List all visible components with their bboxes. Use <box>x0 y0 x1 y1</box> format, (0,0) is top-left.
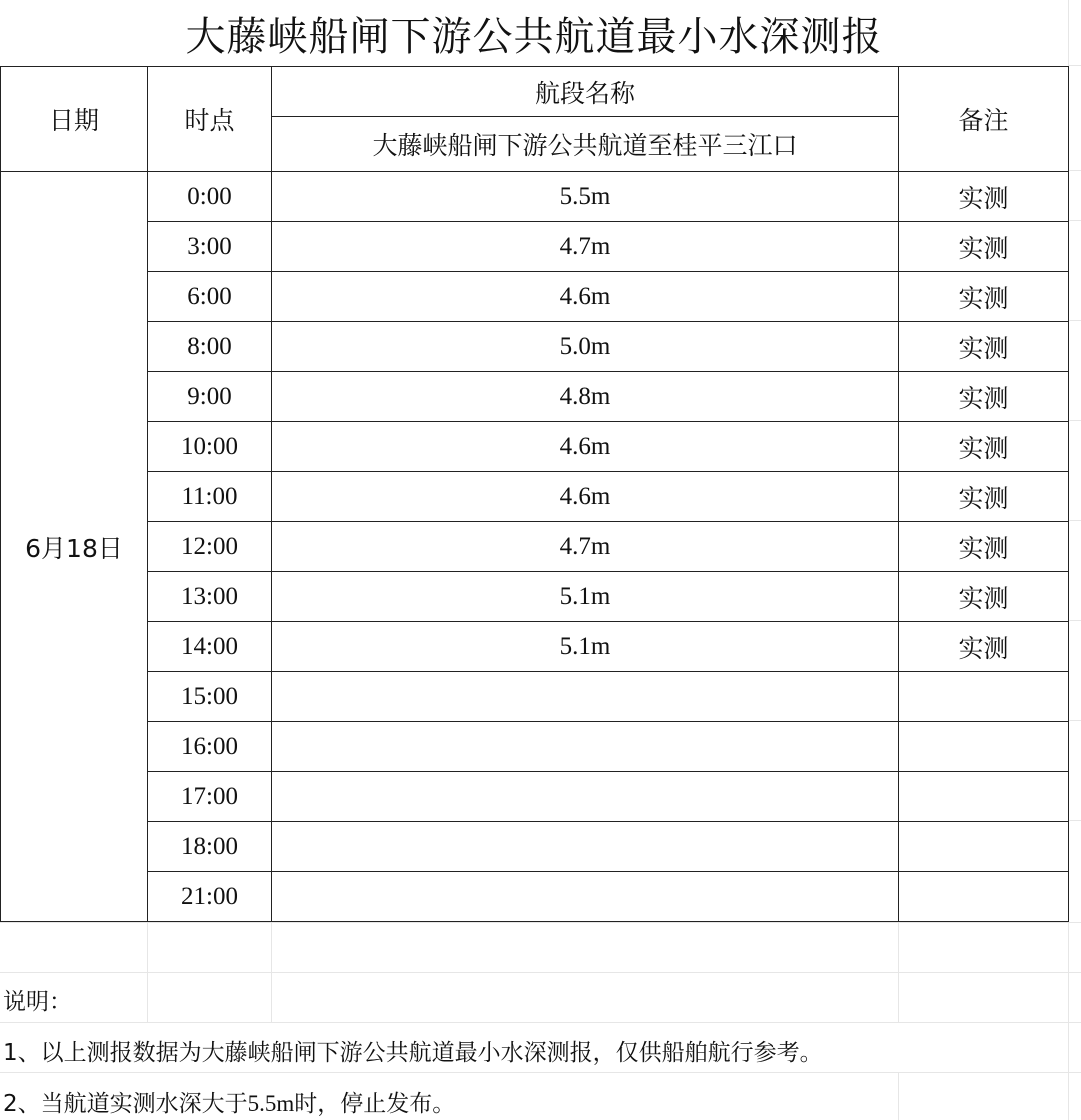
depth-cell: 4.7m <box>272 222 899 272</box>
table-row <box>1 272 1069 322</box>
gridline <box>0 1022 1081 1023</box>
gridline <box>1068 520 1081 521</box>
gridline <box>898 1072 899 1120</box>
remark-cell: 实测 <box>899 422 1069 472</box>
table-row <box>1 522 1069 572</box>
table-row <box>1 872 1069 922</box>
gridline <box>1068 170 1081 171</box>
table-row <box>1 422 1069 472</box>
date-cell: 6月18日 <box>1 172 148 922</box>
time-cell: 21:00 <box>148 872 272 922</box>
time-cell: 0:00 <box>148 172 272 222</box>
note-line-2-suffix: 时，停止发布。 <box>294 1091 456 1117</box>
depth-cell <box>272 872 899 922</box>
time-cell: 12:00 <box>148 522 272 572</box>
time-cell: 11:00 <box>148 472 272 522</box>
gridline <box>1068 65 1081 66</box>
remark-cell <box>899 822 1069 872</box>
header-section: 大藤峡船闸下游公共航道至桂平三江口 <box>272 117 899 172</box>
gridline <box>0 922 1081 923</box>
note-line-2 <box>3 1085 455 1118</box>
note-line-2-value: 5.5m <box>247 1091 295 1116</box>
gridline <box>1068 220 1081 221</box>
gridline <box>1068 620 1081 621</box>
table-row <box>1 622 1069 672</box>
header-time: 时点 <box>148 67 272 172</box>
depth-cell: 4.6m <box>272 272 899 322</box>
depth-cell: 4.7m <box>272 522 899 572</box>
depth-cell <box>272 822 899 872</box>
depth-cell: 5.5m <box>272 172 899 222</box>
remark-cell <box>899 722 1069 772</box>
remark-cell: 实测 <box>899 272 1069 322</box>
table-row <box>1 172 1069 222</box>
gridline <box>1068 420 1081 421</box>
gridline <box>1068 320 1081 321</box>
table-row <box>1 572 1069 622</box>
gridline <box>0 1072 1081 1073</box>
header-section-name: 航段名称 <box>272 67 899 117</box>
table-row <box>1 722 1069 772</box>
table-row <box>1 822 1069 872</box>
time-cell: 17:00 <box>148 772 272 822</box>
time-cell: 6:00 <box>148 272 272 322</box>
table-row <box>1 372 1069 422</box>
depth-cell: 5.1m <box>272 572 899 622</box>
depth-cell: 4.6m <box>272 422 899 472</box>
remark-cell: 实测 <box>899 372 1069 422</box>
table-row <box>1 322 1069 372</box>
depth-cell <box>272 672 899 722</box>
remark-cell: 实测 <box>899 322 1069 372</box>
depth-cell <box>272 722 899 772</box>
time-cell: 16:00 <box>148 722 272 772</box>
remark-cell <box>899 672 1069 722</box>
gridline <box>271 922 272 1022</box>
depth-cell: 5.0m <box>272 322 899 372</box>
time-cell: 10:00 <box>148 422 272 472</box>
notes-heading: 说明： <box>3 989 72 1015</box>
note-line-2-prefix: 2、当航道实测水深大于 <box>3 1091 248 1117</box>
time-cell: 3:00 <box>148 222 272 272</box>
page-title: 大藤峡船闸下游公共航道最小水深测报 <box>185 13 883 60</box>
depth-cell <box>272 772 899 822</box>
time-cell: 13:00 <box>148 572 272 622</box>
remark-cell: 实测 <box>899 172 1069 222</box>
remark-cell <box>899 772 1069 822</box>
depth-cell: 4.8m <box>272 372 899 422</box>
gridline <box>898 922 899 1022</box>
time-cell: 15:00 <box>148 672 272 722</box>
time-cell: 14:00 <box>148 622 272 672</box>
remark-cell: 实测 <box>899 222 1069 272</box>
remark-cell: 实测 <box>899 522 1069 572</box>
table-row <box>1 472 1069 522</box>
gridline <box>0 972 1081 973</box>
depth-cell: 4.6m <box>272 472 899 522</box>
gridline <box>1068 720 1081 721</box>
note-line-1: 1、以上测报数据为大藤峡船闸下游公共航道最小水深测报，仅供船舶航行参考。 <box>3 1040 823 1066</box>
remark-cell <box>899 872 1069 922</box>
time-cell: 18:00 <box>148 822 272 872</box>
depth-report-table <box>0 66 1069 922</box>
table-row <box>1 672 1069 722</box>
gridline <box>147 922 148 1022</box>
gridline <box>1068 820 1081 821</box>
time-cell: 9:00 <box>148 372 272 422</box>
remark-cell: 实测 <box>899 572 1069 622</box>
table-row <box>1 772 1069 822</box>
header-date: 日期 <box>1 67 148 172</box>
time-cell: 8:00 <box>148 322 272 372</box>
header-remark: 备注 <box>899 67 1069 172</box>
depth-cell: 5.1m <box>272 622 899 672</box>
remark-cell: 实测 <box>899 472 1069 522</box>
remark-cell: 实测 <box>899 622 1069 672</box>
table-row <box>1 222 1069 272</box>
